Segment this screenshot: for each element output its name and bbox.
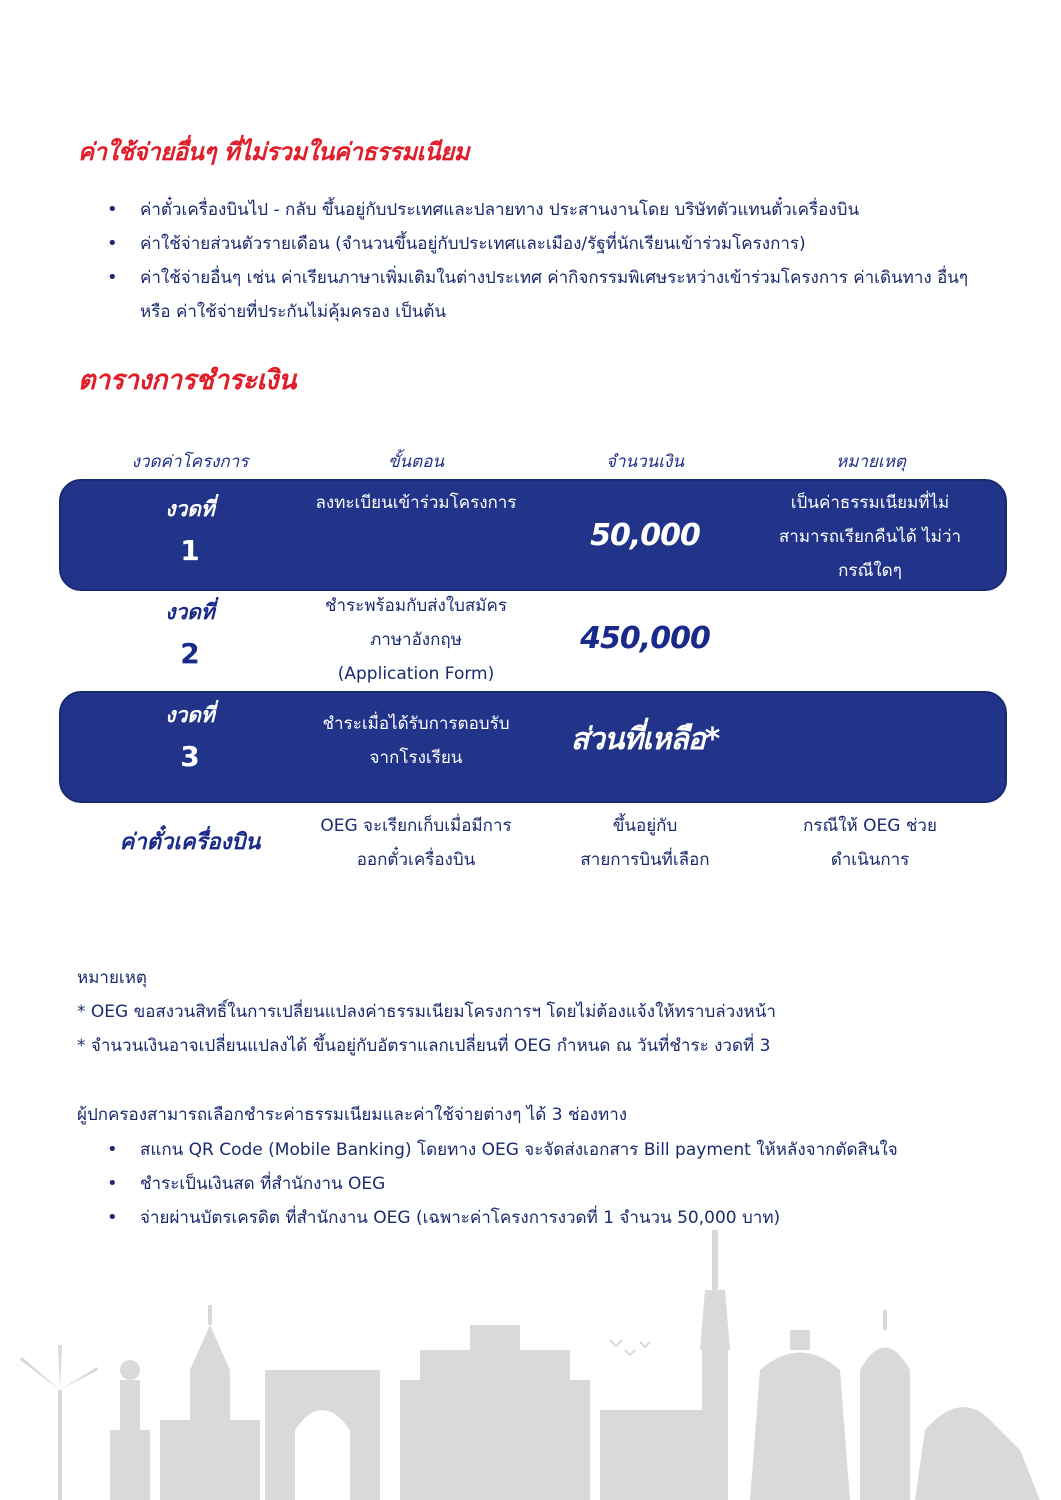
extra-costs-heading: ค่าใช้จ่ายอื่นๆ ที่ไม่รวมในค่าธรรมเนียม	[78, 138, 470, 166]
flight-ticket-note	[760, 809, 980, 877]
step-line: ออกตั๋วเครื่องบิน	[356, 850, 476, 870]
amount-line: สายการบินที่เลือก	[580, 850, 710, 870]
payment-schedule-heading: ตารางการชำระเงิน	[78, 365, 296, 396]
installment-3-amount: ส่วนที่เหลือ*	[570, 722, 720, 757]
installment-label: งวดที่	[165, 600, 215, 624]
step-line: ลงทะเบียนเข้าร่วมโครงการ	[315, 493, 517, 513]
installment-label: งวดที่	[165, 497, 215, 521]
step-line: ภาษาอังกฤษ	[370, 630, 462, 650]
statue-icon	[110, 1360, 150, 1500]
installment-3-step	[296, 707, 536, 775]
note-line: กรณีให้ OEG ช่วย	[803, 816, 937, 836]
payment-intro: ผู้ปกครองสามารถเลือกชำระค่าธรรมเนียมและค่าใช้จ่ายต่างๆ ได้ 3 ช่องทาง	[77, 1105, 628, 1125]
list-item: • ค่าใช้จ่ายส่วนตัวรายเดือน (จำนวนขึ้นอยู่กับประเทศและเมือง/รัฐที่นักเรียนเข้าร่วมโครงการ)	[0, 227, 970, 261]
step-line: (Application Form)	[337, 664, 495, 684]
installment-1-cell	[130, 494, 250, 568]
flight-ticket-step	[296, 809, 536, 877]
installment-1-note	[760, 486, 980, 588]
remark-line: * OEG ขอสงวนสิทธิ์ในการเปลี่ยนแปลงค่าธรรมเนียมโครงการฯ โดยไม่ต้องแจ้งให้ทราบล่วงหน้า	[77, 1002, 776, 1022]
remarks-section	[77, 961, 776, 1063]
column-header-step: ขั้นตอน	[387, 452, 445, 472]
windmill-icon	[20, 1345, 98, 1500]
remark-line: * จำนวนเงินอาจเปลี่ยนแปลงได้ ขึ้นอยู่กับอัตราแลกเปลี่ยนที่ OEG กำหนด ณ วันที่ชำระ งวดที่ 3	[77, 1036, 771, 1056]
birds-icon	[610, 1340, 650, 1355]
installment-number: 1	[180, 534, 200, 567]
installment-2-amount: 450,000	[580, 621, 710, 656]
column-header-installment: งวดค่าโครงการ	[131, 452, 249, 472]
step-line: ชำระพร้อมกับส่งใบสมัคร	[324, 596, 508, 616]
note-line: สามารถเรียกคืนได้ ไม่ว่า	[778, 527, 962, 547]
installment-label: งวดที่	[165, 703, 215, 727]
list-item: • จ่ายผ่านบัตรเครดิต ที่สำนักงาน OEG (เฉพาะค่าโครงการงวดที่ 1 จำนวน 50,000 บาท)	[0, 1201, 970, 1235]
list-item: • ค่าตั๋วเครื่องบินไป - กลับ ขึ้นอยู่กับประเทศและปลายทาง ประสานงานโดย บริษัทตัวแทนตั๋วเครื่องบิน	[0, 193, 970, 227]
step-line: ชำระเมื่อได้รับการตอบรับ	[322, 714, 510, 734]
note-line: กรณีใดๆ	[838, 561, 902, 581]
list-item: • ชำระเป็นเงินสด ที่สำนักงาน OEG	[0, 1167, 970, 1201]
extra-costs-list	[0, 193, 970, 329]
clock-tower-icon	[160, 1305, 260, 1500]
museum-building-icon	[400, 1325, 590, 1500]
note-line: เป็นค่าธรรมเนียมที่ไม่	[790, 493, 950, 513]
remarks-title: หมายเหตุ	[77, 968, 147, 988]
arch-monument-icon	[265, 1370, 380, 1500]
installment-number: 3	[180, 740, 200, 773]
list-item: • ค่าใช้จ่ายอื่นๆ เช่น ค่าเรียนภาษาเพิ่มเติมในต่างประเทศ ค่ากิจกรรมพิเศษระหว่างเข้าร่วมโครงการ ค่าเดินทาง อื่นๆ หรือ ค่าใช้จ่ายที่ประกันไม่คุ้มครอง เป็นต้น	[0, 261, 970, 329]
column-header-amount: จำนวนเงิน	[605, 452, 685, 472]
column-header-note: หมายเหตุ	[836, 452, 906, 472]
payment-methods-list	[0, 1133, 970, 1235]
installment-1-amount: 50,000	[590, 518, 700, 553]
sky-tower-icon	[700, 1230, 730, 1500]
city-skyline-illustration	[0, 1230, 1061, 1500]
rock-formation-icon	[915, 1407, 1040, 1500]
flight-ticket-label: ค่าตั๋วเครื่องบิน	[119, 830, 261, 855]
list-item: • สแกน QR Code (Mobile Banking) โดยทาง OEG จะจัดส่งเอกสาร Bill payment ให้หลังจากตัดสินใจ	[0, 1133, 970, 1167]
installment-1-step	[296, 486, 536, 520]
beehive-building-icon	[750, 1330, 850, 1500]
installment-2-step	[296, 589, 536, 691]
step-line: จากโรงเรียน	[369, 748, 463, 768]
installment-number: 2	[180, 637, 200, 670]
installment-2-cell	[130, 597, 250, 671]
step-line: OEG จะเรียกเก็บเมื่อมีการ	[320, 816, 512, 836]
domed-tower-icon	[860, 1310, 910, 1500]
amount-line: ขึ้นอยู่กับ	[612, 816, 678, 836]
note-line: ดำเนินการ	[830, 850, 910, 870]
flight-ticket-amount	[545, 809, 745, 877]
installment-3-cell	[130, 700, 250, 774]
